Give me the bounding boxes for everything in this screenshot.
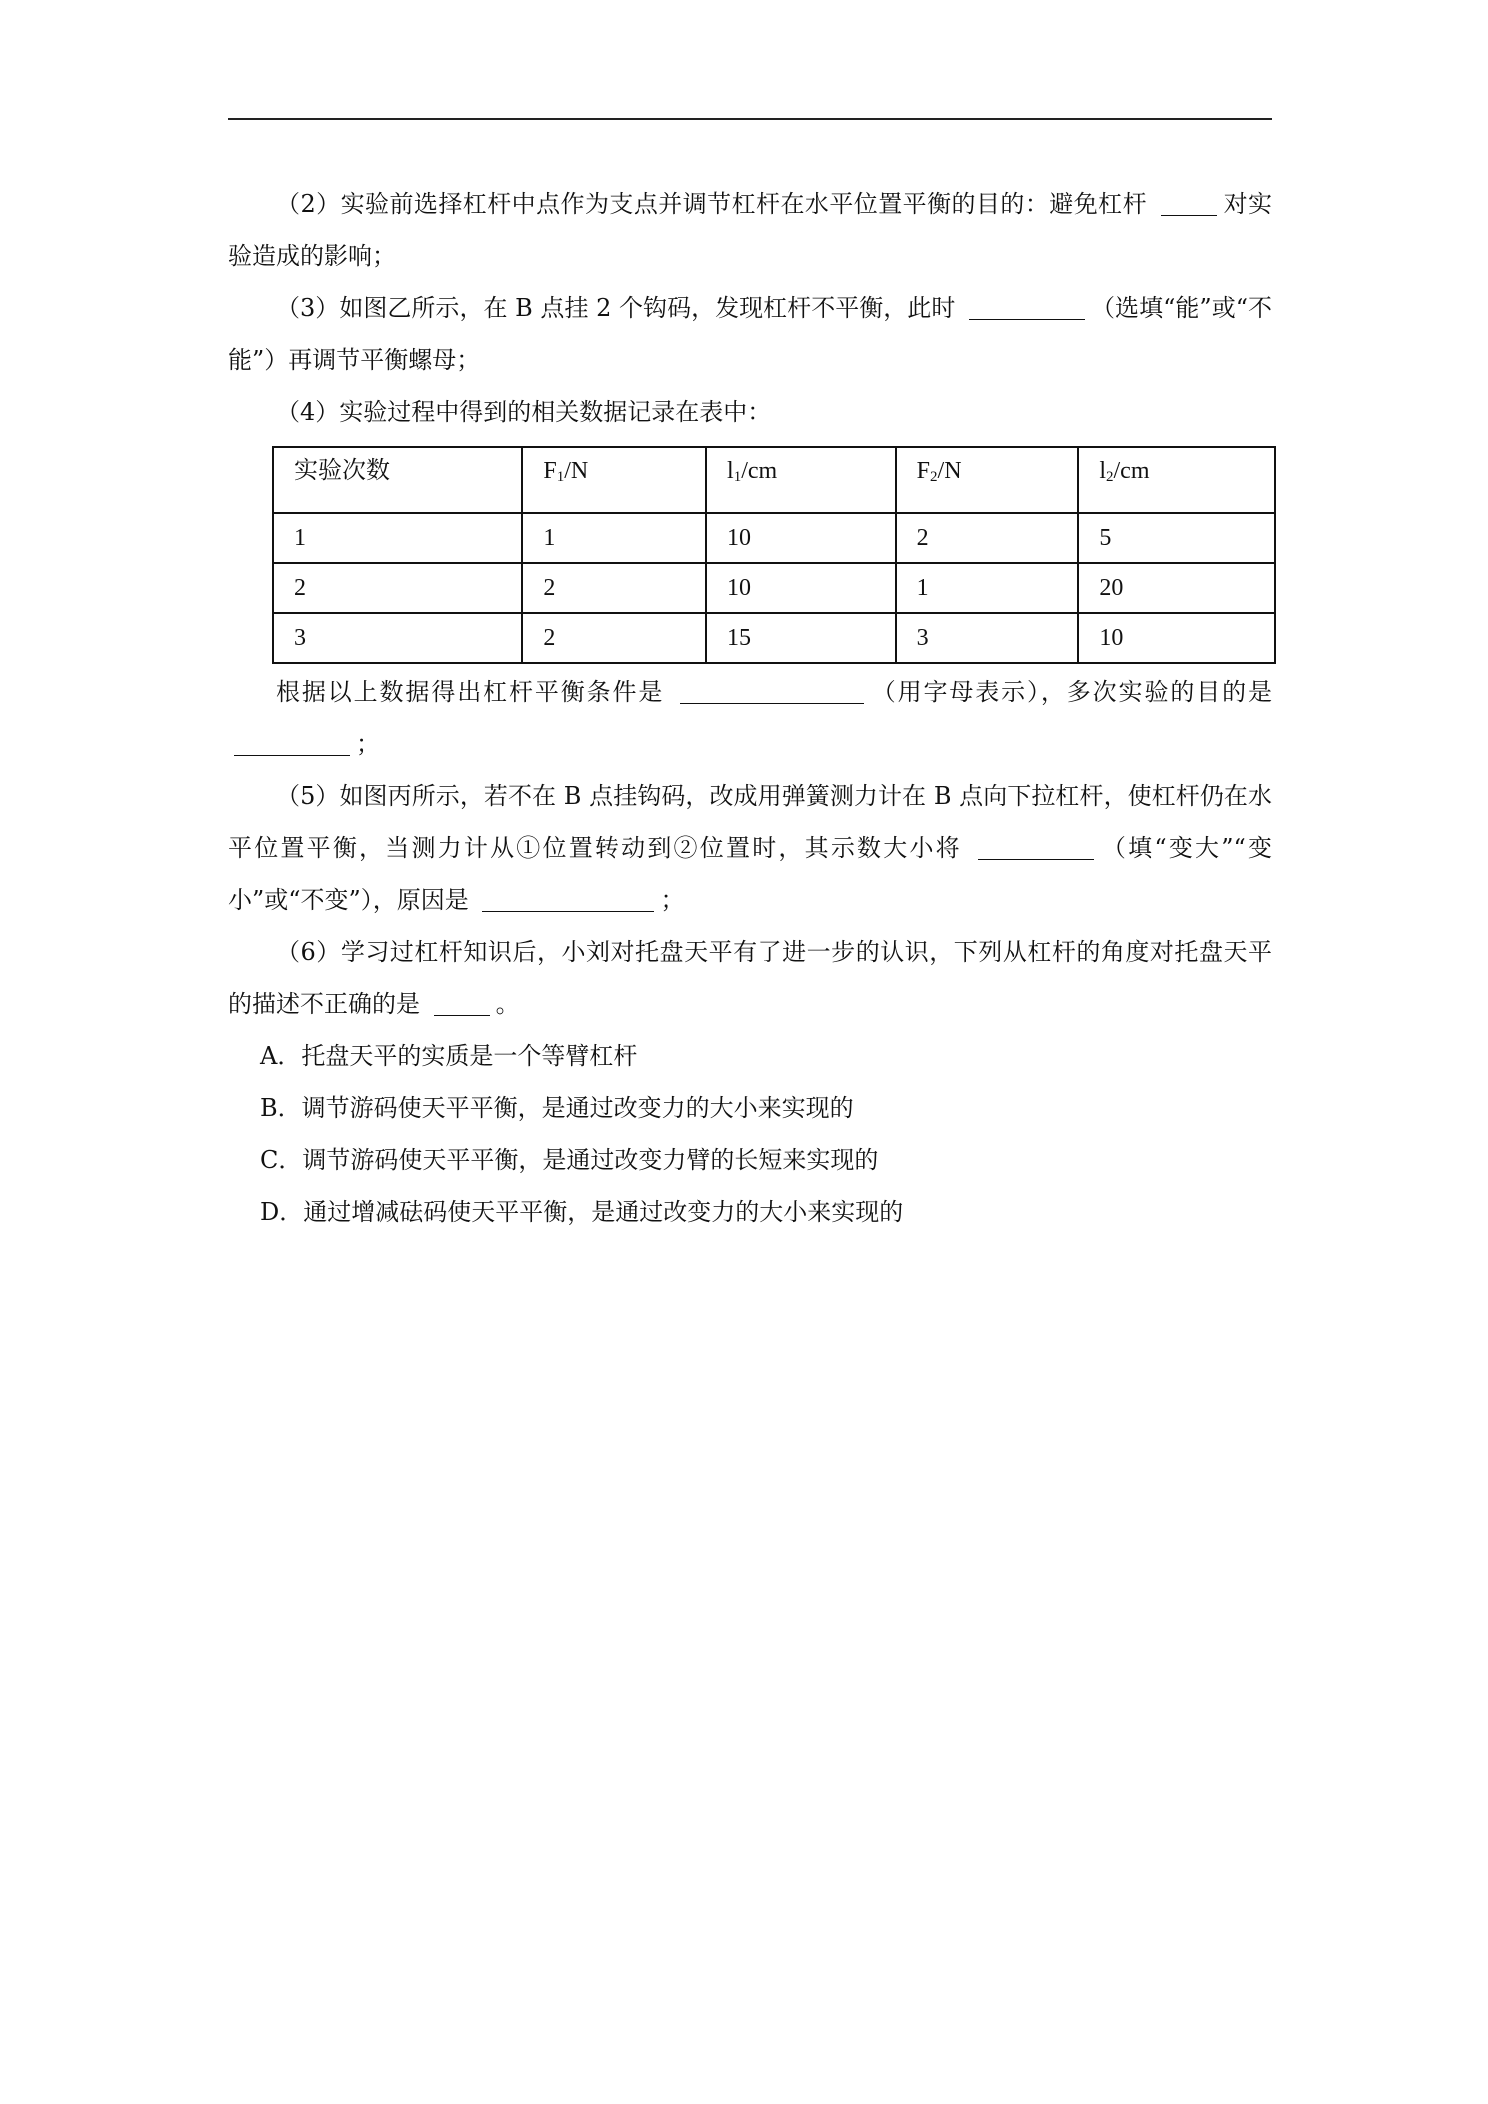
option-b[interactable]: B．调节游码使天平平衡，是通过改变力的大小来实现的 bbox=[260, 1094, 854, 1122]
option-d[interactable]: D．通过增减砝码使天平平衡，是通过改变力的大小来实现的 bbox=[260, 1198, 904, 1226]
question-6: （6）学习过杠杆知识后，小刘对托盘天平有了进一步的认识，下列从杠杆的角度对托盘天平的描述不正确的是 。 bbox=[228, 938, 1272, 1018]
question-3: （3）如图乙所示，在 B 点挂 2 个钩码，发现杠杆不平衡，此时 （选填“能”或“不能”）再调节平衡螺母； bbox=[228, 282, 1272, 386]
table-cell: 20 bbox=[1078, 563, 1275, 613]
table-cell: 1 bbox=[273, 513, 522, 563]
answer-blank-6[interactable] bbox=[434, 985, 490, 1016]
table-row bbox=[273, 513, 1275, 563]
option-c[interactable]: C．调节游码使天平平衡，是通过改变力臂的长短来实现的 bbox=[260, 1146, 879, 1174]
header-rule bbox=[228, 118, 1272, 120]
data-table bbox=[272, 446, 1276, 664]
table-cell: 1 bbox=[896, 563, 1079, 613]
answer-blank-2[interactable] bbox=[1161, 185, 1217, 216]
table-cell: 10 bbox=[1078, 613, 1275, 663]
answer-blank-4b[interactable] bbox=[234, 725, 350, 756]
table-row bbox=[273, 563, 1275, 613]
table-cell: 1 bbox=[522, 513, 706, 563]
table-cell: 10 bbox=[706, 563, 896, 613]
question-5: （5）如图丙所示，若不在 B 点挂钩码，改成用弹簧测力计在 B 点向下拉杠杆，使杠杆仍在水平位置平衡，当测力计从①位置转动到②位置时，其示数大小将 （填“变大”“变小”或“不变”），原因是 ； bbox=[228, 782, 1272, 914]
table-cell: 15 bbox=[706, 613, 896, 663]
header-l1: $l_1/cm$ bbox=[706, 447, 896, 513]
table-cell: 3 bbox=[896, 613, 1079, 663]
option-a[interactable]: A．托盘天平的实质是一个等臂杠杆 bbox=[260, 1042, 638, 1070]
question-4-conclusion: 根据以上数据得出杠杆平衡条件是 （用字母表示），多次实验的目的是 ； bbox=[228, 666, 1272, 770]
header-l2: $l_2/cm$ bbox=[1078, 447, 1275, 513]
header-f2: $F_2/N$ bbox=[896, 447, 1079, 513]
table-cell: 10 bbox=[706, 513, 896, 563]
header-f1: $F_1/N$ bbox=[522, 447, 706, 513]
table-cell: 2 bbox=[522, 563, 706, 613]
table-header-row bbox=[273, 447, 1275, 513]
table-cell: 2 bbox=[522, 613, 706, 663]
answer-blank-4a[interactable] bbox=[680, 673, 864, 704]
table-cell: 2 bbox=[273, 563, 522, 613]
question-content bbox=[228, 178, 1272, 1238]
header-trial-count: 实验次数 bbox=[273, 447, 522, 513]
table-cell: 3 bbox=[273, 613, 522, 663]
answer-blank-5b[interactable] bbox=[482, 881, 654, 912]
question-2: （2）实验前选择杠杆中点作为支点并调节杠杆在水平位置平衡的目的：避免杠杆 对实验造成的影响； bbox=[228, 178, 1272, 282]
table-cell: 5 bbox=[1078, 513, 1275, 563]
answer-blank-3[interactable] bbox=[969, 289, 1085, 320]
answer-blank-5a[interactable] bbox=[978, 829, 1094, 860]
table-row bbox=[273, 613, 1275, 663]
table-cell: 2 bbox=[896, 513, 1079, 563]
question-4-intro: （4）实验过程中得到的相关数据记录在表中： bbox=[276, 398, 772, 426]
